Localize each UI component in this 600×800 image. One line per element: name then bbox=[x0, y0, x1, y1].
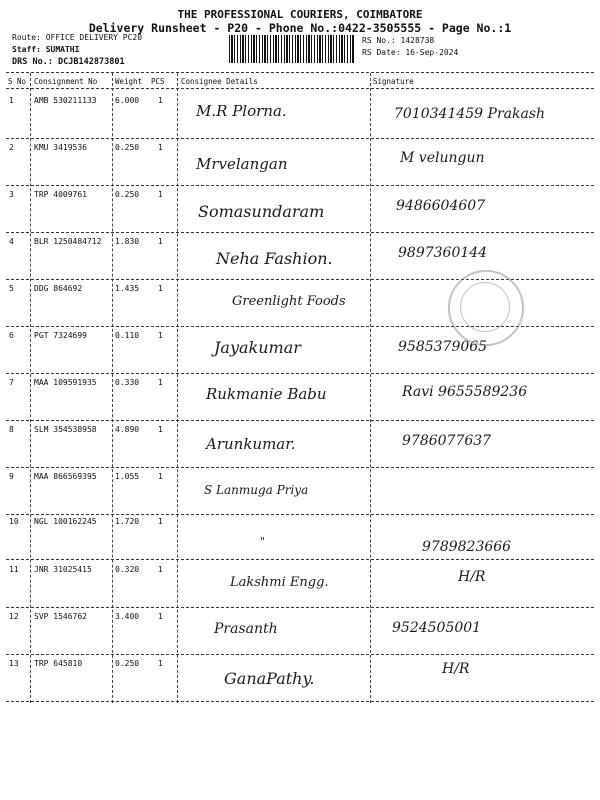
row-consignment-no: AMB 530211133 bbox=[34, 96, 97, 105]
row-consignee-handwriting: Jayakumar bbox=[214, 338, 301, 357]
row-divider bbox=[6, 559, 594, 560]
row-pcs: 1 bbox=[158, 143, 163, 152]
row-pcs: 1 bbox=[158, 659, 163, 668]
row-consignment-no: MAA 866569395 bbox=[34, 472, 97, 481]
row-pcs: 1 bbox=[158, 378, 163, 387]
row-pcs: 1 bbox=[158, 96, 163, 105]
rs-number: RS No.: 1428738 bbox=[362, 36, 435, 45]
row-sno: 7 bbox=[9, 378, 14, 387]
column-header-weight: Weight bbox=[115, 77, 143, 86]
office-stamp bbox=[448, 270, 524, 346]
row-weight: 4.890 bbox=[115, 425, 140, 434]
row-sno: 6 bbox=[9, 331, 14, 340]
row-sno: 4 bbox=[9, 237, 14, 246]
row-consignment-no: KMU 3419536 bbox=[34, 143, 87, 152]
row-consignee-handwriting: Rukmanie Babu bbox=[206, 385, 327, 403]
row-weight: 6.000 bbox=[115, 96, 140, 105]
row-signature-handwriting: 9789823666 bbox=[422, 539, 512, 555]
row-consignee-handwriting: Arunkumar. bbox=[206, 435, 296, 453]
row-consignment-no: NGL 100162245 bbox=[34, 517, 97, 526]
row-consignment-no: SVP 1546762 bbox=[34, 612, 87, 621]
row-sno: 13 bbox=[9, 659, 19, 668]
row-weight: 0.330 bbox=[115, 378, 140, 387]
row-consignment-no: MAA 109591935 bbox=[34, 378, 97, 387]
row-pcs: 1 bbox=[158, 425, 163, 434]
row-divider bbox=[6, 373, 594, 374]
column-header-sno: S No bbox=[8, 77, 27, 86]
row-consignment-no: SLM 354538958 bbox=[34, 425, 97, 434]
row-weight: 1.055 bbox=[115, 472, 140, 481]
column-divider bbox=[177, 73, 178, 703]
column-header-consignee: Consignee Details bbox=[181, 77, 258, 86]
row-weight: 0.110 bbox=[115, 331, 140, 340]
column-header-pcs: PCS bbox=[151, 77, 165, 86]
row-pcs: 1 bbox=[158, 612, 163, 621]
row-divider bbox=[6, 420, 594, 421]
row-weight: 1.830 bbox=[115, 237, 140, 246]
drs-number: DRS No.: DCJB142873801 bbox=[12, 57, 125, 67]
row-weight: 0.250 bbox=[115, 659, 140, 668]
row-pcs: 1 bbox=[158, 565, 163, 574]
column-divider bbox=[370, 73, 371, 703]
row-consignee-handwriting: Neha Fashion. bbox=[216, 249, 333, 268]
row-weight: 1.435 bbox=[115, 284, 140, 293]
row-consignee-handwriting: M.R Plorna. bbox=[196, 102, 287, 120]
row-divider bbox=[6, 514, 594, 515]
row-divider bbox=[6, 607, 594, 608]
row-signature-handwriting: 9786077637 bbox=[402, 433, 492, 449]
row-pcs: 1 bbox=[158, 237, 163, 246]
row-sno: 5 bbox=[9, 284, 14, 293]
row-consignee-handwriting: Prasanth bbox=[214, 621, 278, 637]
row-sno: 1 bbox=[9, 96, 14, 105]
row-weight: 0.250 bbox=[115, 190, 140, 199]
row-consignment-no: TRP 4009761 bbox=[34, 190, 87, 199]
row-divider bbox=[6, 232, 594, 233]
column-divider bbox=[30, 73, 31, 703]
row-divider bbox=[6, 654, 594, 655]
row-signature-handwriting: 9486604607 bbox=[396, 198, 486, 214]
staff-label: Staff: SUMATHI bbox=[12, 45, 80, 54]
route-label: Route: OFFICE DELIVERY PC20 bbox=[12, 33, 143, 42]
column-header-signature: Signature bbox=[373, 77, 414, 86]
row-divider bbox=[6, 138, 594, 139]
row-pcs: 1 bbox=[158, 190, 163, 199]
row-signature-handwriting: 9524505001 bbox=[392, 620, 482, 636]
row-consignee-handwriting: Somasundaram bbox=[198, 202, 325, 221]
row-consignment-no: JNR 31025415 bbox=[34, 565, 92, 574]
row-sno: 3 bbox=[9, 190, 14, 199]
row-consignee-handwriting: Greenlight Foods bbox=[232, 294, 346, 309]
row-signature-handwriting: 7010341459 Prakash bbox=[394, 106, 546, 122]
row-consignee-handwriting: Lakshmi Engg. bbox=[230, 575, 329, 590]
row-signature-handwriting: 9897360144 bbox=[398, 245, 488, 261]
row-pcs: 1 bbox=[158, 517, 163, 526]
row-consignment-no: PGT 7324699 bbox=[34, 331, 87, 340]
company-title: THE PROFESSIONAL COURIERS, COIMBATORE bbox=[177, 8, 423, 21]
row-signature-handwriting: M velungun bbox=[400, 150, 485, 166]
row-weight: 0.250 bbox=[115, 143, 140, 152]
row-divider bbox=[6, 701, 594, 702]
row-sno: 8 bbox=[9, 425, 14, 434]
row-pcs: 1 bbox=[158, 284, 163, 293]
row-signature-handwriting: 9585379065 bbox=[398, 339, 488, 355]
row-weight: 3.400 bbox=[115, 612, 140, 621]
row-weight: 1.720 bbox=[115, 517, 140, 526]
row-signature-handwriting: H/R bbox=[442, 661, 470, 677]
runsheet-subtitle: Delivery Runsheet - P20 - Phone No.:0422-3505555 - Page No.:1 bbox=[88, 21, 512, 35]
row-divider bbox=[6, 467, 594, 468]
row-consignment-no: TRP 645810 bbox=[34, 659, 83, 668]
column-header-consignment: Consignment No bbox=[34, 77, 98, 86]
table-top-rule bbox=[6, 72, 594, 73]
row-sno: 12 bbox=[9, 612, 19, 621]
row-consignee-handwriting: Mrvelangan bbox=[196, 155, 288, 173]
row-consignee-handwriting: S Lanmuga Priya bbox=[204, 483, 309, 497]
row-consignee-handwriting: " bbox=[260, 535, 266, 548]
row-sno: 10 bbox=[9, 517, 19, 526]
row-pcs: 1 bbox=[158, 331, 163, 340]
row-sno: 9 bbox=[9, 472, 14, 481]
row-sno: 2 bbox=[9, 143, 14, 152]
row-signature-handwriting: Ravi 9655589236 bbox=[402, 384, 528, 400]
row-consignee-handwriting: GanaPathy. bbox=[224, 669, 315, 688]
row-signature-handwriting: H/R bbox=[458, 569, 486, 585]
barcode-image bbox=[229, 35, 354, 63]
row-consignment-no: DDG 864692 bbox=[34, 284, 83, 293]
row-consignment-no: BLR 1250484712 bbox=[34, 237, 102, 246]
rs-date: RS Date: 16-Sep-2024 bbox=[362, 48, 459, 57]
row-pcs: 1 bbox=[158, 472, 163, 481]
column-divider bbox=[112, 73, 113, 703]
row-divider bbox=[6, 185, 594, 186]
row-sno: 11 bbox=[9, 565, 19, 574]
table-header-rule bbox=[6, 88, 594, 89]
row-weight: 0.320 bbox=[115, 565, 140, 574]
